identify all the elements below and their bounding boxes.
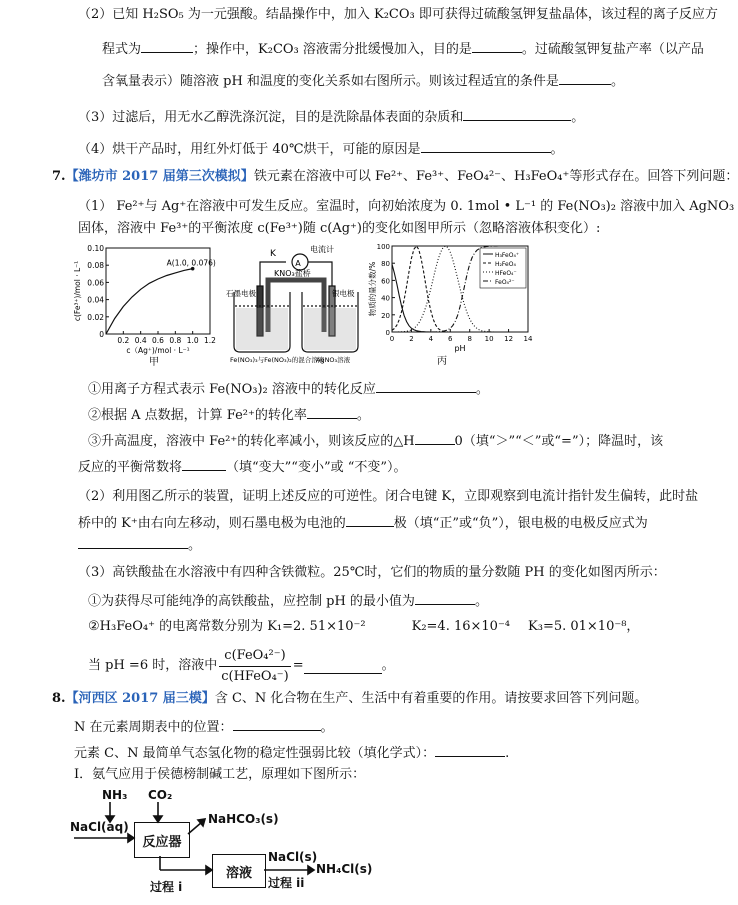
legend-entry: HFeO₄⁻ xyxy=(495,270,517,277)
y-tick-label: 20 xyxy=(381,311,390,320)
q8-line1: N 在元素周期表中的位置： 。 xyxy=(0,716,640,737)
figure-yi-cell xyxy=(228,240,363,368)
y-tick-label: 0 xyxy=(99,330,104,339)
q7-source: 【潍坊市 2017 届第三次模拟】 xyxy=(65,169,254,184)
nh4cl-output-label: NH₄Cl(s) xyxy=(316,862,373,876)
answer-blank[interactable] xyxy=(182,456,226,471)
x-tick-label: 2 xyxy=(409,335,414,343)
q8-line2: 元素 C、N 最简单气态氢化物的稳定性强弱比较（填化学式）： . xyxy=(0,742,640,763)
left-solution-label: Fe(NO₃)₃与Fe(NO₃)₂的混合溶液 xyxy=(230,356,325,364)
y-tick-label: 0.04 xyxy=(87,295,104,305)
x-tick-label: 6 xyxy=(448,335,453,343)
q7-1-sub3: ③升高温度，溶液中 Fe²⁺的转化率减小，则该反应的△H 0（填“＞”“＜”或“=”）；降温时，该 xyxy=(0,430,640,451)
answer-blank[interactable] xyxy=(307,404,357,419)
q3-line: （3）过滤后，用无水乙醇洗涤沉淀，目的是洗除晶体表面的杂质和 。 xyxy=(0,106,640,127)
x-axis-label: pH xyxy=(454,344,466,353)
answer-blank[interactable] xyxy=(78,534,188,549)
q7-3-sub3: 当 pH =6 时，溶液中 $\frac{\text{c(FeO₄²⁻)}}{\text{c(HFeO₄⁻)}}$ = 。 xyxy=(0,644,640,688)
nacl-input-label: NaCl(aq) xyxy=(70,820,129,834)
x-tick-label: 1.2 xyxy=(204,336,216,345)
x-tick-label: 4 xyxy=(428,335,434,343)
figure-caption: 丙 xyxy=(437,356,447,367)
q4-line: （4）烘干产品时，用红外灯低于 40℃烘干，可能的原因是 。 xyxy=(0,138,640,159)
x-tick-label: 10 xyxy=(484,335,494,343)
y-tick-label: 0.06 xyxy=(87,278,104,288)
answer-blank[interactable] xyxy=(376,378,476,393)
answer-blank[interactable] xyxy=(435,742,505,757)
answer-blank[interactable] xyxy=(141,38,193,53)
x-tick-label: 1.0 xyxy=(186,336,199,345)
q7-1-sub1: ①用离子方程式表示 Fe(NO₃)₂ 溶液中的转化反应 。 xyxy=(0,378,640,399)
q2-line2: 程式为 ；操作中，K₂CO₃ 溶液需分批缓慢加入，目的是 。过硫酸氢钾复盐产率（以产品 xyxy=(0,38,640,59)
y-tick-label: 0 xyxy=(385,329,390,337)
right-solution-label: AgNO₃溶液 xyxy=(316,356,351,364)
q8-line3: I．氨气应用于侯德榜制碱工艺，原理如下图所示： xyxy=(74,767,366,782)
q7-3-sub2: ②H₃FeO₄⁺ 的电离常数分别为 K₁=2. 51×10⁻² K₂=4. 16×10⁻⁴ K₃=5. 01×10⁻⁸， xyxy=(88,619,640,634)
left-electrode-label: 石墨电极 xyxy=(226,289,256,298)
reactor-box: 反应器 xyxy=(134,822,190,858)
q8-header: 8.【河西区 2017 届三模】含 C、N 化合物在生产、生活中有着重要的作用。请按要求回答下列问题。 xyxy=(52,691,648,706)
y-tick-label: 80 xyxy=(381,260,390,269)
answer-blank[interactable] xyxy=(421,138,551,153)
answer-blank[interactable] xyxy=(559,70,611,85)
q7-3-sub1: ①为获得尽可能纯净的高铁酸盐，应控制 pH 的最小值为 。 xyxy=(0,590,640,611)
answer-blank[interactable] xyxy=(415,590,475,605)
q7-1-line2: 固体，溶液中 Fe³⁺的平衡浓度 c(Fe³⁺)随 c(Ag⁺)的变化如图甲所示（忽略溶液体积变化）: xyxy=(78,221,601,236)
x-tick-label: 0.8 xyxy=(169,336,182,345)
nacl-solid-label: NaCl(s) xyxy=(268,850,318,864)
q7-2-line3: 。 xyxy=(0,534,640,555)
y-tick-label: 0.10 xyxy=(87,244,104,253)
x-tick-label: 0.2 xyxy=(117,336,130,345)
q7-1-sub3-cont: 反应的平衡常数将 （填“变大”“变小”或 “不变”）。 xyxy=(0,456,640,477)
answer-blank[interactable] xyxy=(346,512,394,527)
q8-source: 【河西区 2017 届三模】 xyxy=(65,691,215,706)
y-tick-label: 60 xyxy=(381,277,390,286)
figure-caption: 甲 xyxy=(149,357,159,368)
q7-header: 7.【潍坊市 2017 届第三次模拟】铁元素在溶液中可以 Fe²⁺、Fe³⁺、FeO₄²⁻、H₃FeO₄⁺等形式存在。回答下列问题： xyxy=(52,169,738,184)
q7-1-sub2: ②根据 A 点数据，计算 Fe²⁺的转化率 。 xyxy=(0,404,640,425)
answer-blank[interactable] xyxy=(463,106,571,121)
ratio-fraction: $\frac{\text{c(FeO₄²⁻)}}{\text{c(HFeO₄⁻)}}$ xyxy=(221,647,289,684)
q7-2-line2: 桥中的 K⁺由右向左移动，则石墨电极为电池的 极（填“正”或“负”），银电极的电极反应式为 xyxy=(0,512,640,533)
switch-label: K xyxy=(270,249,276,259)
q2-line3: 含氧量表示）随溶液 pH 和温度的变化关系如右图所示。则该过程适宜的条件是 。 xyxy=(0,70,640,91)
y-axis-label: c(Fe³⁺)/mol · L⁻¹ xyxy=(73,260,82,322)
x-axis-label: c（Ag⁺)/mol · L⁻¹ xyxy=(126,346,190,355)
process-flow-diagram xyxy=(70,786,390,900)
nh3-input-label: NH₃ xyxy=(102,788,128,802)
bridge-label: KNO₃盐桥 xyxy=(274,269,311,278)
meter-symbol: A xyxy=(295,259,301,268)
legend-entry: FeO₄²⁻ xyxy=(495,279,515,286)
nahco3-output-label: NaHCO₃(s) xyxy=(208,812,279,826)
x-tick-label: 0.6 xyxy=(152,336,164,345)
legend-entry: H₂FeO₄ xyxy=(495,261,516,268)
y-tick-label: 40 xyxy=(381,294,390,303)
x-tick-label: 0 xyxy=(389,335,395,343)
q7-2-line1: （2）利用图乙所示的装置，证明上述反应的可逆性。闭合电键 K，立即观察到电流计指针发生偏转，此时盐 xyxy=(78,489,699,504)
process-ii-label: 过程 ii xyxy=(268,876,305,890)
q7-1-line1: （1） Fe²⁺与 Ag⁺在溶液中可发生反应。室温时，向初始浓度为 0. 1mol • L⁻¹ 的 Fe(NO₃)₂ 溶液中加入 AgNO₃ xyxy=(78,199,735,214)
x-tick-label: 12 xyxy=(504,335,514,343)
q7-3-line: （3）高铁酸盐在水溶液中有四种含铁微粒。25℃时，它们的物质的量分数随 PH 的变化如图丙所示： xyxy=(78,565,666,580)
x-tick-label: 14 xyxy=(523,335,533,343)
y-tick-label: 0.02 xyxy=(87,312,104,322)
x-tick-label: 0.4 xyxy=(134,336,147,345)
answer-blank[interactable] xyxy=(415,430,455,445)
point-a-label: A(1.0, 0.076) xyxy=(166,258,216,268)
answer-blank[interactable] xyxy=(233,716,321,731)
y-axis-label: 物质的量分数/% xyxy=(368,261,377,317)
meter-label: 电流计 xyxy=(310,245,334,254)
answer-blank[interactable] xyxy=(304,659,382,674)
answer-blank[interactable] xyxy=(472,38,522,53)
solution-box: 溶液 xyxy=(212,854,266,888)
fe3-series-line xyxy=(106,269,193,334)
co2-input-label: CO₂ xyxy=(148,788,173,802)
figure-jia-chart xyxy=(72,240,220,368)
y-tick-label: 100 xyxy=(376,243,390,251)
legend-entry: H₃FeO₄⁺ xyxy=(495,252,520,259)
figure-bing-chart xyxy=(368,240,548,368)
right-electrode-label: 银电极 xyxy=(332,289,355,298)
y-tick-label: 0.08 xyxy=(87,261,104,271)
x-tick-label: 8 xyxy=(467,335,472,343)
process-i-label: 过程 i xyxy=(150,880,183,894)
q2-line1: （2）已知 H₂SO₅ 为一元强酸。结晶操作中，加入 K₂CO₃ 即可获得过硫酸氢钾复盐晶体，该过程的离子反应方 xyxy=(78,7,718,22)
